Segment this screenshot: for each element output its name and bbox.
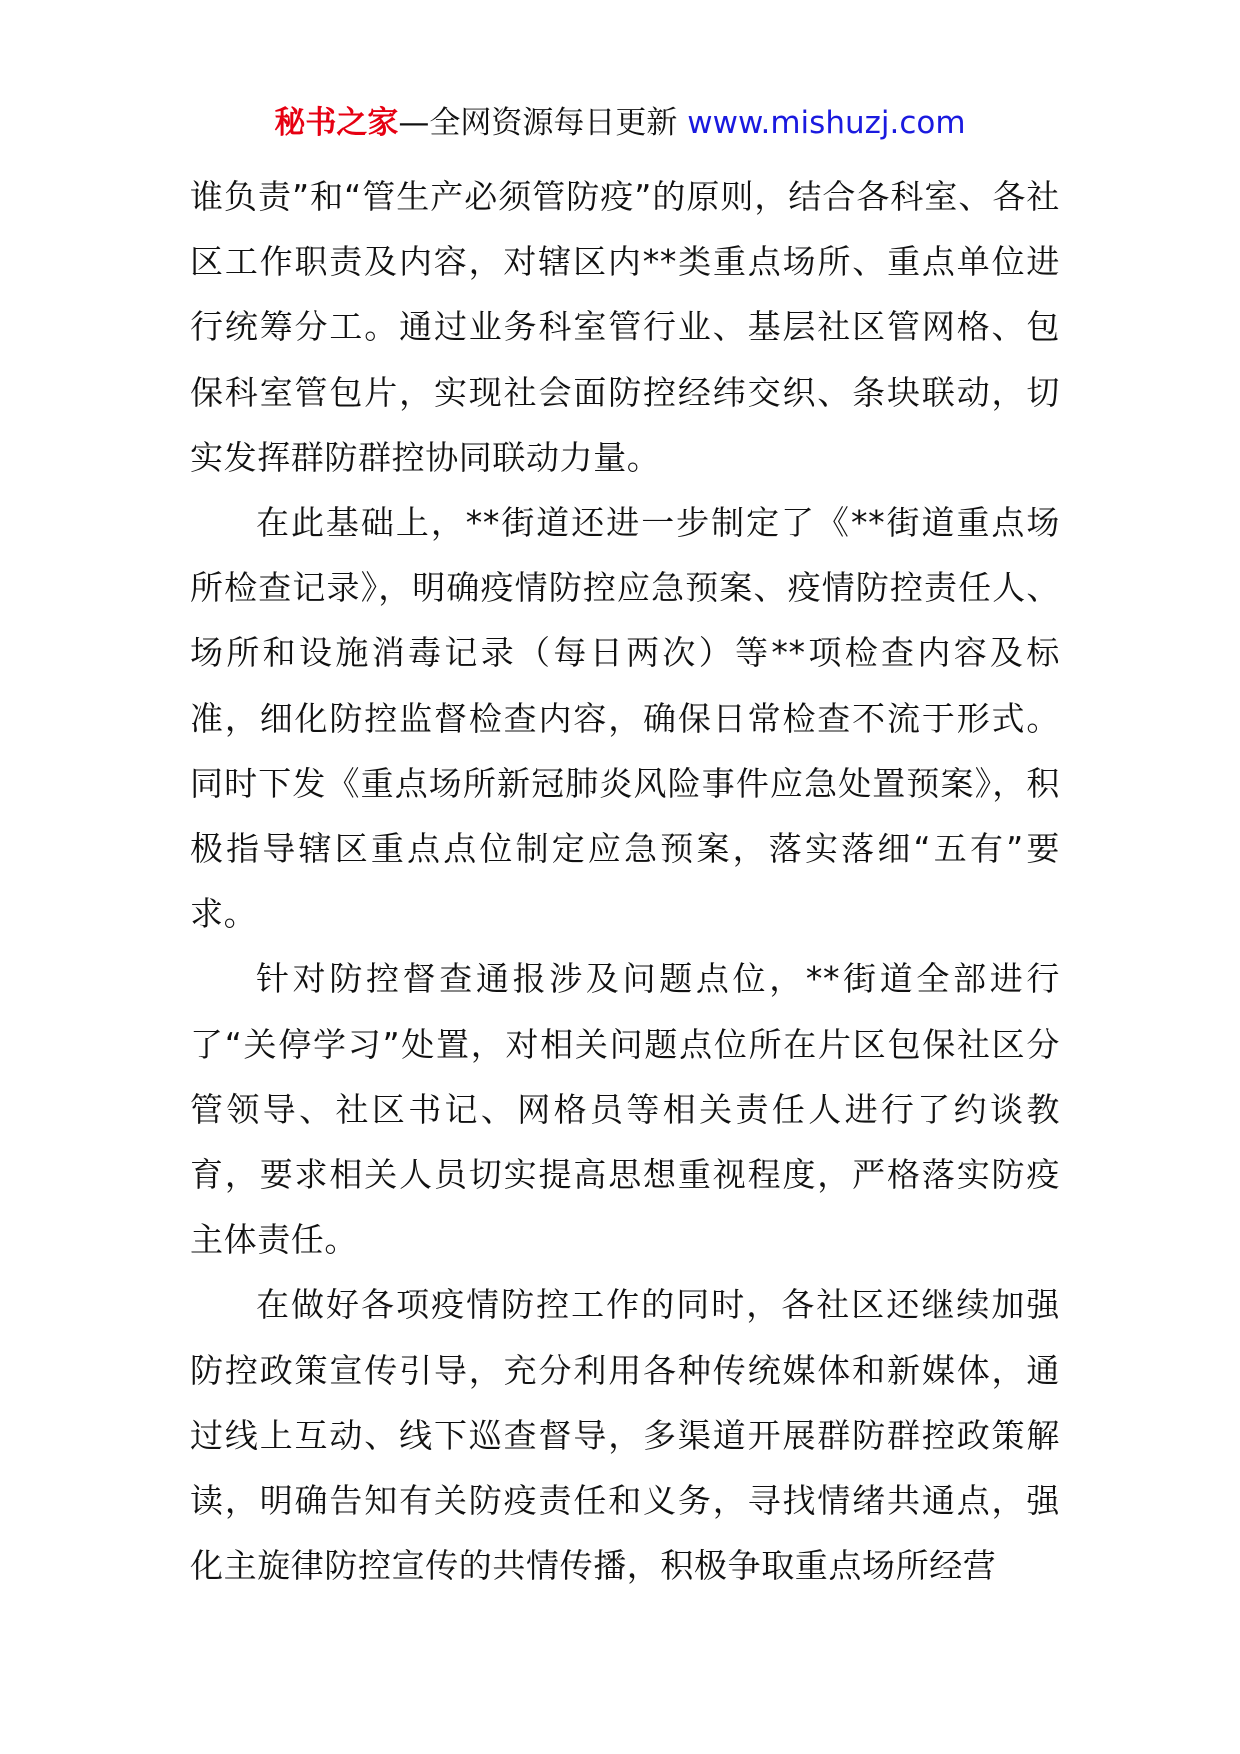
page-header xyxy=(0,101,1240,145)
site-brand: 秘书之家 xyxy=(274,105,399,141)
paragraph-continuation: 谁负责”和“管生产必须管防疫”的原则，结合各科室、各社区工作职责及内容，对辖区内**类重点场所、重点单位进行统筹分工。通过业务科室管行业、基层社区管网格、包保科室管包片，实现社会面防控经纬交织、条块联动，切实发挥群防群控协同联动力量。 xyxy=(190,177,1060,477)
site-tagline: —全网资源每日更新 xyxy=(398,105,688,141)
document-body xyxy=(190,164,1060,1598)
paragraph-supervision: 针对防控督查通报涉及问题点位，**街道全部进行了“关停学习”处置，对相关问题点位所在片区包保社区分管领导、社区书记、网格员等相关责任人进行了约谈教育，要求相关人员切实提高思想重视程度，严格落实防疫主体责任。 xyxy=(190,959,1060,1260)
site-url-link[interactable]: www.mishuzj.com xyxy=(687,105,966,141)
paragraph-inspection-records: 在此基础上，**街道还进一步制定了《**街道重点场所检查记录》，明确疫情防控应急预案、疫情防控责任人、场所和设施消毒记录（每日两次）等**项检查内容及标准，细化防控监督检查内容，确保日常检查不流于形式。同时下发《重点场所新冠肺炎风险事件应急处置预案》，积极指导辖区重点点位制定应急预案，落实落细“五有”要求。 xyxy=(190,503,1060,934)
paragraph-publicity: 在做好各项疫情防控工作的同时，各社区还继续加强防控政策宣传引导，充分利用各种传统媒体和新媒体，通过线上互动、线下巡查督导，多渠道开展群防群控政策解读，明确告知有关防疫责任和义务，寻找情绪共通点，强化主旋律防控宣传的共情传播，积极争取重点场所经营 xyxy=(190,1285,1060,1586)
